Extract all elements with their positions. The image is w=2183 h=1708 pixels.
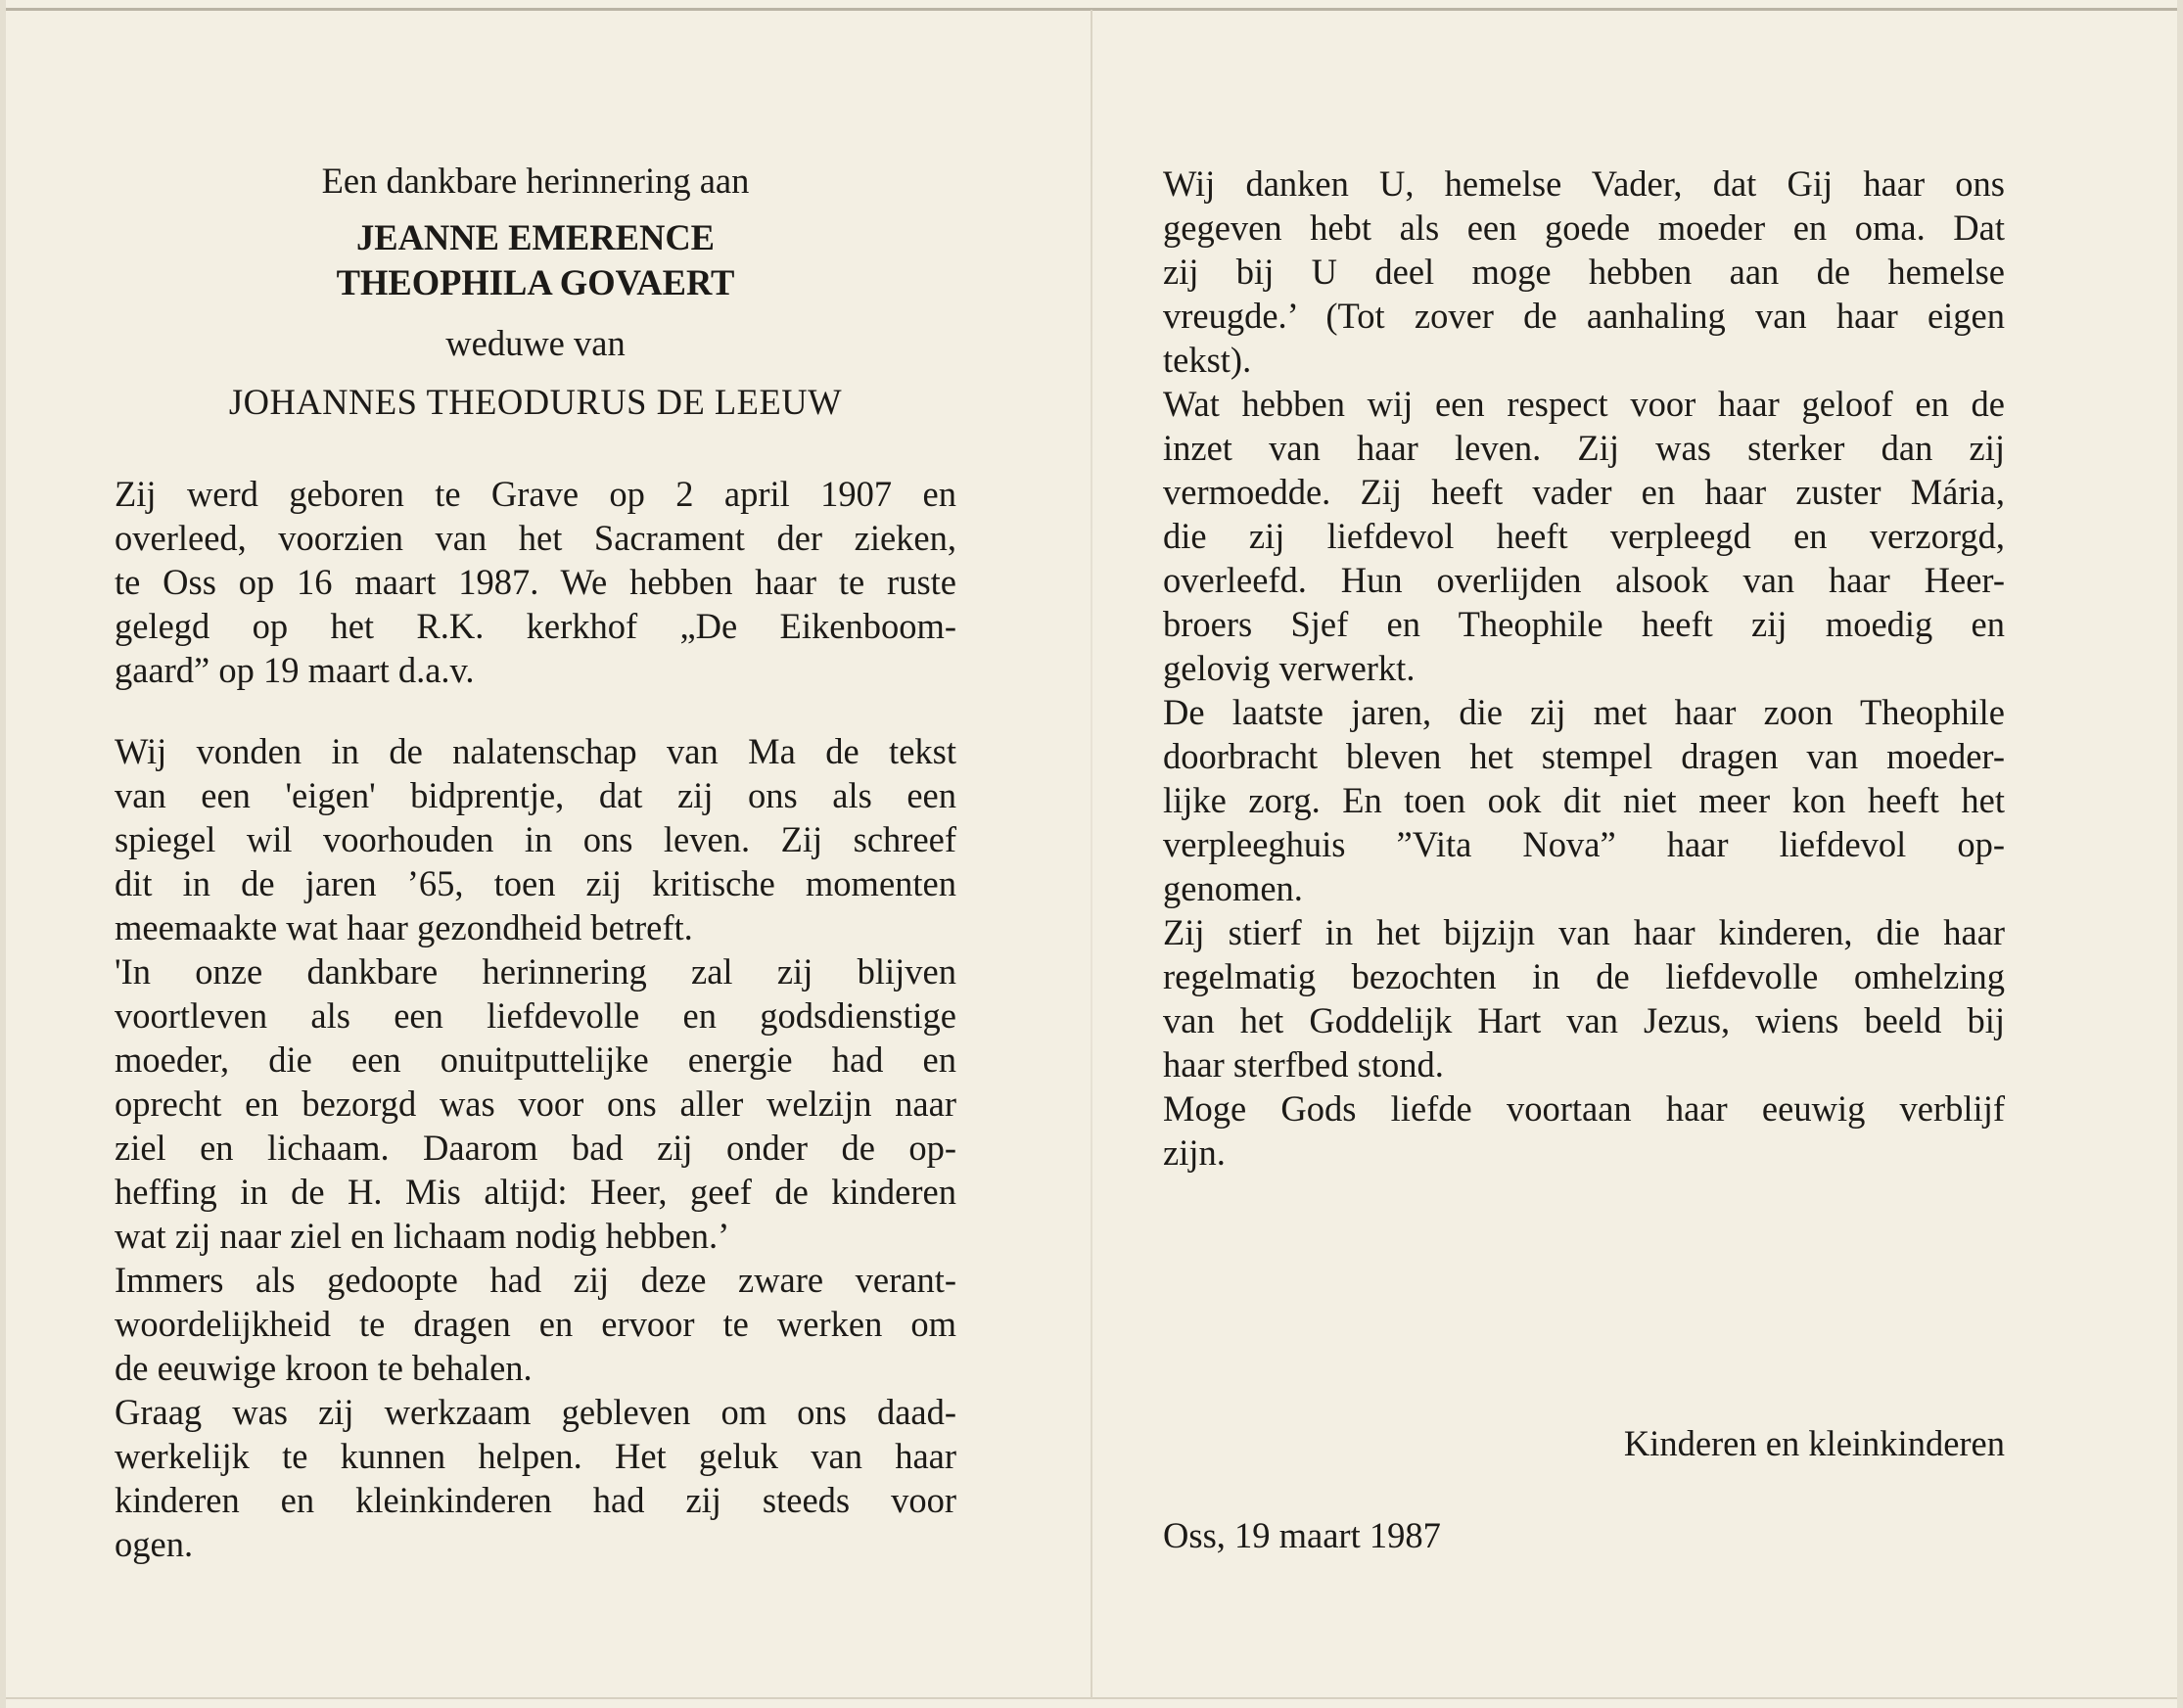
paragraph-line: de eeuwige kroon te behalen.	[115, 1348, 533, 1388]
card-left-edge	[0, 0, 6, 1708]
paragraph-line: te Oss op 16 maart 1987. We hebben haar te ruste	[115, 562, 956, 602]
paragraph-line: tekst).	[1163, 340, 1252, 380]
deceased-name-line-1: JEANNE EMERENCE	[355, 217, 716, 257]
intro-line: Een dankbare herinnering aan	[321, 161, 750, 201]
card-right-edge	[2177, 0, 2183, 1708]
paragraph-line: Wij danken U, hemelse Vader, dat Gij haar ons	[1163, 163, 2005, 204]
paragraph-line: overleefd. Hun overlijden alsook van haar Heer-	[1163, 560, 2005, 600]
place-date-line: Oss, 19 maart 1987	[1163, 1515, 1441, 1555]
paragraph-line: gegeven hebt als een goede moeder en oma. Dat	[1163, 208, 2005, 248]
paragraph-line: Zij stierf in het bijzijn van haar kinderen, die haar	[1163, 912, 2005, 952]
paragraph-line: meemaakte wat haar gezondheid betreft.	[115, 907, 693, 947]
paragraph-line: spiegel wil voorhouden in ons leven. Zij schreef	[115, 819, 956, 859]
paragraph-line: gelovig verwerkt.	[1163, 648, 1416, 688]
paragraph-line: verpleeghuis ”Vita Nova” haar liefdevol op-	[1163, 824, 2005, 864]
paragraph-line: lijke zorg. En toen ook dit niet meer kon heeft het	[1163, 780, 2005, 820]
paragraph-line: gaard” op 19 maart d.a.v.	[115, 650, 475, 690]
paragraph-line: 'In onze dankbare herinnering zal zij blijven	[115, 951, 956, 992]
widow-of-line: weduwe van	[445, 323, 626, 363]
paragraph-line: voortleven als een liefdevolle en godsdienstige	[115, 995, 956, 1036]
paragraph-line: vermoedde. Zij heeft vader en haar zuster Mária,	[1163, 472, 2005, 512]
paragraph-line: van het Goddelijk Hart van Jezus, wiens beeld bij	[1163, 1000, 2005, 1040]
paragraph-line: oprecht en bezorgd was voor ons aller welzijn naar	[115, 1084, 956, 1124]
paragraph-line: haar sterfbed stond.	[1163, 1044, 1444, 1085]
paragraph-line: kinderen en kleinkinderen had zij steeds voor	[115, 1480, 956, 1520]
paragraph-line: Zij werd geboren te Grave op 2 april 1907 en	[115, 474, 956, 514]
paragraph-line: ogen.	[115, 1524, 194, 1564]
paragraph-line: Moge Gods liefde voortaan haar eeuwig verblijf	[1163, 1088, 2005, 1129]
paragraph-line: vreugde.’ (Tot zover de aanhaling van haar eigen	[1163, 296, 2005, 336]
paragraph-line: woordelijkheid te dragen en ervoor te werken om	[115, 1304, 956, 1344]
paragraph-line: overleed, voorzien van het Sacrament der zieken,	[115, 518, 956, 558]
paragraph-line: wat zij naar ziel en lichaam nodig hebben.’	[115, 1216, 730, 1256]
paragraph-line: heffing in de H. Mis altijd: Heer, geef de kinderen	[115, 1172, 956, 1212]
paragraph-line: gelegd op het R.K. kerkhof „De Eikenboom-	[115, 606, 956, 646]
paragraph-line: Wat hebben wij een respect voor haar geloof en de	[1163, 384, 2005, 424]
paragraph-line: doorbracht bleven het stempel dragen van moeder-	[1163, 736, 2005, 776]
paragraph-line: moeder, die een onuitputtelijke energie had en	[115, 1039, 956, 1080]
card-fold-line	[1091, 10, 1092, 1698]
paragraph-line: die zij liefdevol heeft verpleegd en verzorgd,	[1163, 516, 2005, 556]
deceased-name-line-2: THEOPHILA GOVAERT	[336, 262, 735, 302]
paragraph-line: zijn.	[1163, 1132, 1226, 1173]
paragraph-line: zij bij U deel moge hebben aan de hemelse	[1163, 252, 2005, 292]
paragraph-line: werkelijk te kunnen helpen. Het geluk van haar	[115, 1436, 956, 1476]
paragraph-line: ziel en lichaam. Daarom bad zij onder de op-	[115, 1128, 956, 1168]
paragraph-line: Immers als gedoopte had zij deze zware verant-	[115, 1260, 956, 1300]
paragraph-line: Wij vonden in de nalatenschap van Ma de tekst	[115, 731, 956, 771]
paragraph-line: broers Sjef en Theophile heeft zij moedig en	[1163, 604, 2005, 644]
paragraph-line: inzet van haar leven. Zij was sterker dan zij	[1163, 428, 2005, 468]
paragraph-line: Graag was zij werkzaam gebleven om ons daad-	[115, 1392, 956, 1432]
paragraph-line: dit in de jaren ’65, toen zij kritische momenten	[115, 863, 956, 903]
paragraph-line: De laatste jaren, die zij met haar zoon Theophile	[1163, 692, 2005, 732]
signature-line: Kinderen en kleinkinderen	[1623, 1423, 2005, 1463]
paragraph-line: regelmatig bezochten in de liefdevolle omhelzing	[1163, 956, 2005, 996]
husband-name: JOHANNES THEODURUS DE LEEUW	[228, 382, 843, 422]
paragraph-line: van een 'eigen' bidprentje, dat zij ons als een	[115, 775, 956, 815]
paragraph-line: genomen.	[1163, 868, 1303, 908]
